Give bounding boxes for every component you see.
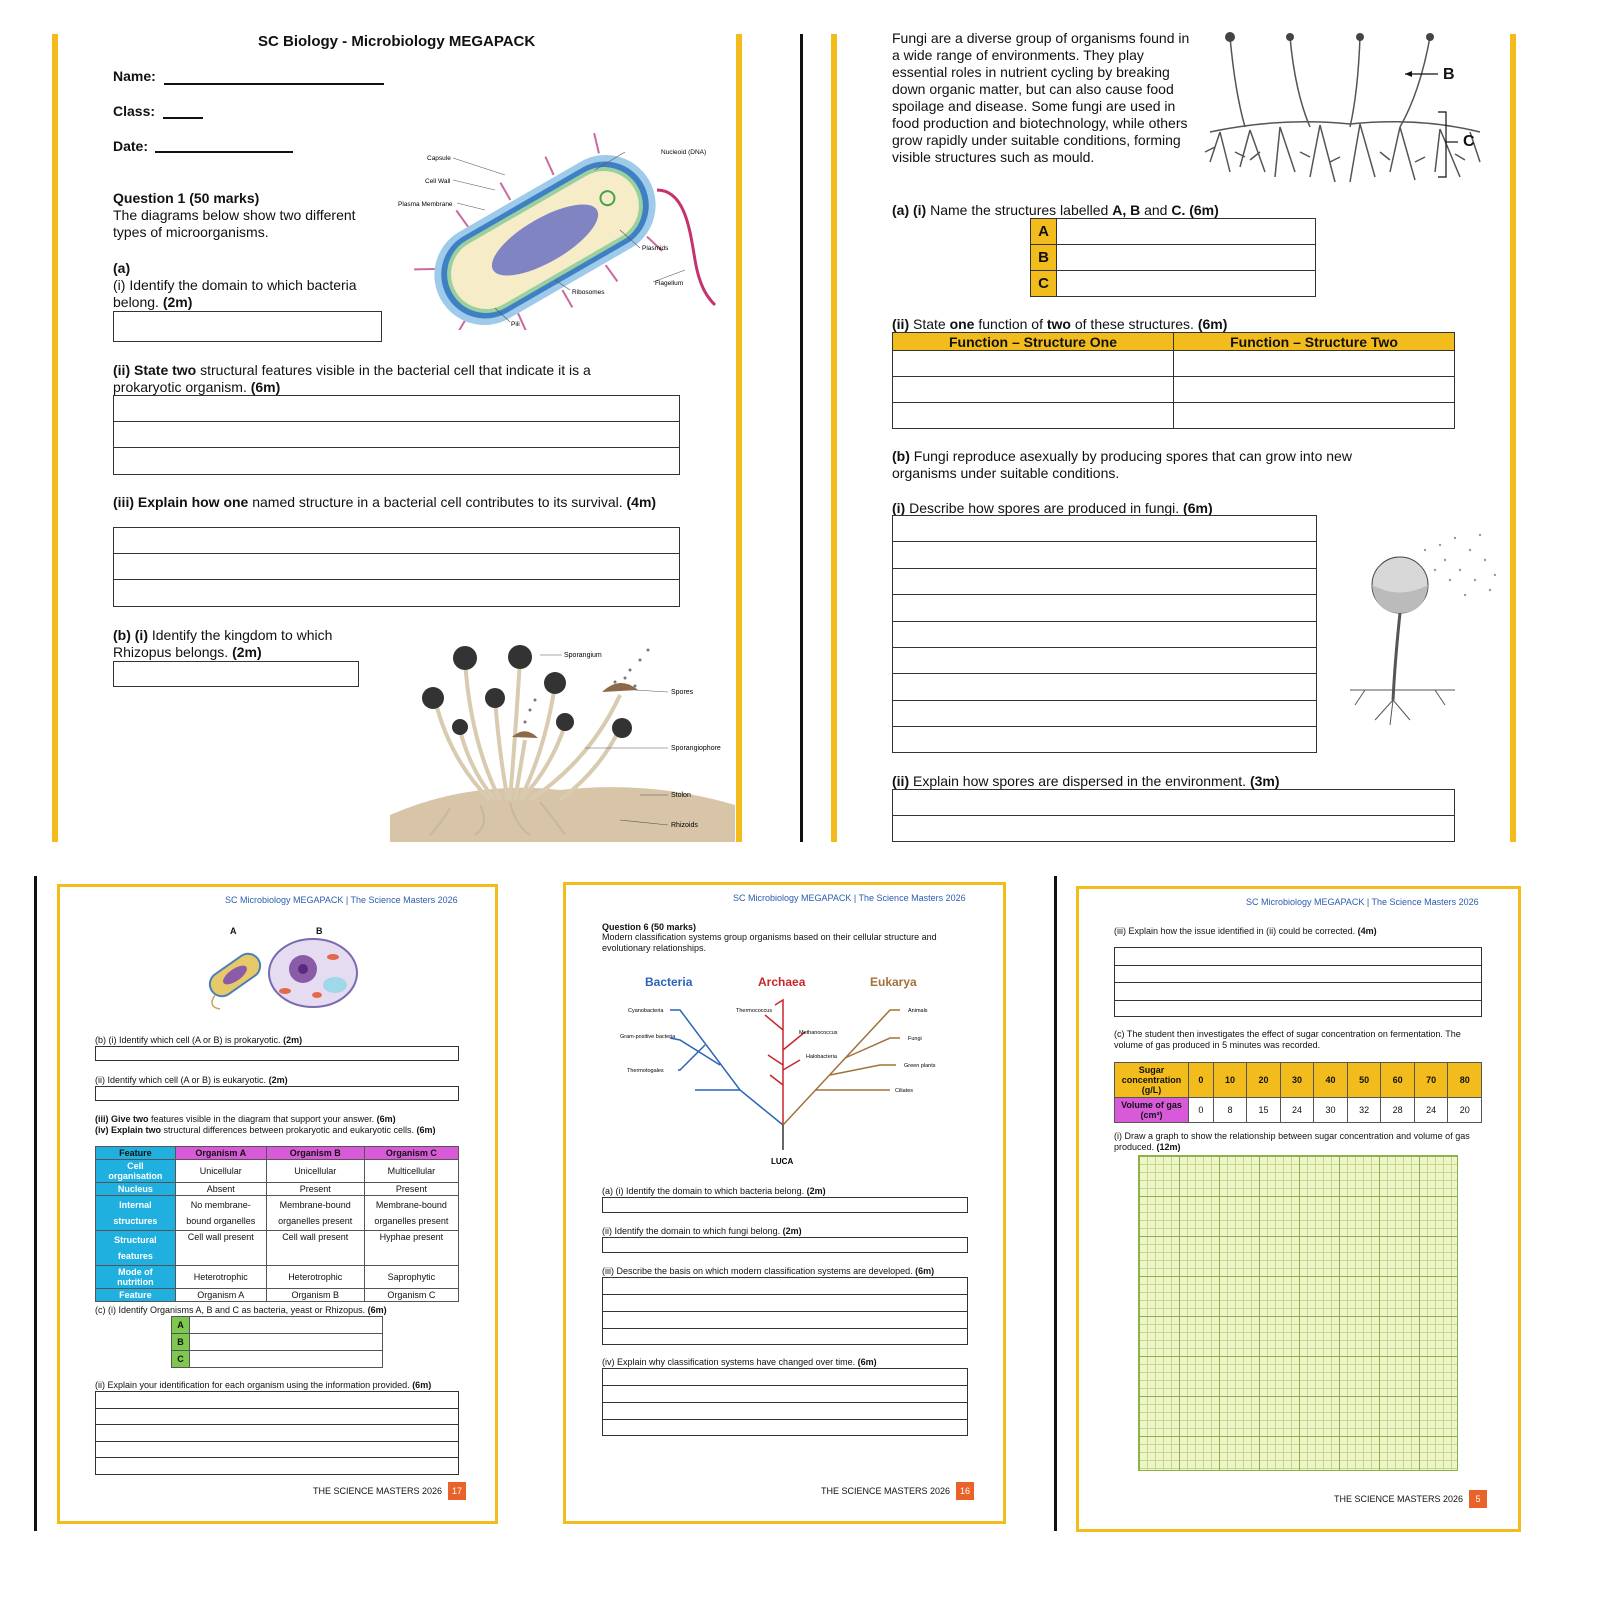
cell: Membrane-bound organelles present	[266, 1196, 364, 1231]
tree-label: Animals	[908, 1008, 928, 1014]
cell: Saprophytic	[364, 1266, 458, 1289]
q1a-i-answer[interactable]	[113, 311, 382, 342]
q-b-ii: (ii) Explain how spores are dispersed in the environment. (3m)	[892, 773, 1280, 789]
label-spores: Spores	[671, 689, 694, 696]
sugar-data-table	[1114, 1062, 1482, 1123]
th-feature: Feature	[96, 1147, 176, 1160]
q1a-i: (i) Identify the domain to which bacteria belong. (2m)	[113, 277, 357, 310]
luca-label: LUCA	[771, 1157, 794, 1166]
cell: Heterotrophic	[266, 1266, 364, 1289]
table-row	[96, 1266, 459, 1289]
domain-bacteria: Bacteria	[645, 975, 693, 989]
cell: Organism C	[364, 1289, 458, 1302]
page-divider	[1054, 876, 1057, 1531]
date-label: Date:	[113, 138, 149, 154]
cell: Hyphae present	[364, 1231, 458, 1266]
p16-a-iv: (iv) Explain why classification systems have changed over time. (6m)	[602, 1357, 877, 1367]
answer-cell[interactable]	[1174, 403, 1455, 429]
class-label: Class:	[113, 103, 156, 119]
answer-cell[interactable]	[1057, 219, 1316, 245]
name-label: Name:	[113, 68, 156, 84]
abc-letter: B	[172, 1334, 190, 1351]
answer-cell[interactable]	[190, 1334, 383, 1351]
tree-label: Cyanobacteria	[628, 1008, 664, 1014]
label-flagellum: Flagellum	[655, 280, 684, 287]
cells-diagram	[195, 935, 365, 1015]
label-capsule: Capsule	[427, 155, 451, 162]
abc-letter: B	[1031, 245, 1057, 271]
p16-a-iii-answer[interactable]	[602, 1277, 968, 1345]
table-row	[96, 1289, 459, 1302]
row-feature: Internal structures	[96, 1196, 176, 1231]
th-organism-b: Organism B	[266, 1147, 364, 1160]
tree-label: Methanococcus	[799, 1030, 838, 1036]
row-label: Sugar concentration (g/L)	[1115, 1063, 1189, 1098]
cell: Multicellular	[364, 1160, 458, 1183]
cell: Membrane-bound organelles present	[364, 1196, 458, 1231]
th-organism-a: Organism A	[175, 1147, 266, 1160]
answer-cell[interactable]	[893, 403, 1174, 429]
q1-title: Question 1 (50 marks)	[113, 190, 260, 206]
answer-cell[interactable]	[190, 1351, 383, 1368]
name-field[interactable]	[164, 83, 384, 85]
hyphae-diagram	[1200, 32, 1490, 192]
q-a-i: (a) (i) Name the structures labelled A, B and C. (6m)	[892, 202, 1219, 218]
label-pili: Pili	[511, 321, 520, 328]
bacterium-diagram	[395, 130, 725, 330]
p16-a-ii: (ii) Identify the domain to which fungi belong. (2m)	[602, 1226, 802, 1236]
cell-label-a: A	[230, 926, 237, 936]
answer-cell[interactable]	[190, 1317, 383, 1334]
date-field[interactable]	[155, 151, 293, 153]
row-feature: Cell organisation	[96, 1160, 176, 1183]
cell: Cell wall present	[175, 1231, 266, 1266]
table-row	[96, 1196, 459, 1231]
abc-row	[1031, 219, 1316, 245]
gas-value: 28	[1381, 1098, 1415, 1123]
table-row	[96, 1231, 459, 1266]
table-header-row	[96, 1147, 459, 1160]
abc-row	[1031, 271, 1316, 297]
p5-b-iii-answer[interactable]	[1114, 947, 1482, 1017]
sugar-value: 40	[1314, 1063, 1348, 1098]
cell: Present	[364, 1183, 458, 1196]
sugar-value: 80	[1448, 1063, 1482, 1098]
p16-a-i: (a) (i) Identify the domain to which bacteria belong. (2m)	[602, 1186, 826, 1196]
page-number: 16	[956, 1482, 974, 1500]
tree-label: Thermococcus	[736, 1008, 773, 1014]
sugar-value: 50	[1347, 1063, 1381, 1098]
tree-label: Ciliates	[895, 1088, 914, 1094]
page2-right-border	[1510, 34, 1516, 842]
hyphae-label-c: C	[1463, 133, 1475, 150]
page1-left-border	[52, 34, 58, 842]
cell: Organism A	[175, 1289, 266, 1302]
p5-c-i: (i) Draw a graph to show the relationship between sugar concentration and volume of gas produced. (12m)	[1114, 1131, 1470, 1152]
p16-a-iii: (iii) Describe the basis on which modern classification systems are developed. (6m)	[602, 1266, 935, 1276]
p17-b-i: (b) (i) Identify which cell (A or B) is prokaryotic. (2m)	[95, 1035, 303, 1045]
p5-b-iii: (iii) Explain how the issue identified in (ii) could be corrected. (4m)	[1114, 926, 1377, 936]
answer-cell[interactable]	[1057, 245, 1316, 271]
tree-label: Halobacteria	[806, 1054, 837, 1060]
p17-b-ii: (ii) Identify which cell (A or B) is eukaryotic. (2m)	[95, 1075, 288, 1085]
p17-b-ii-answer[interactable]	[95, 1086, 459, 1101]
graph-paper[interactable]	[1138, 1155, 1458, 1471]
page16-header: SC Microbiology MEGAPACK | The Science Masters 2026	[733, 893, 966, 903]
label-nucleoid: Nucleoid (DNA)	[661, 149, 707, 156]
row-feature: Nucleus	[96, 1183, 176, 1196]
label-ribosomes: Ribosomes	[572, 289, 605, 296]
cell-label-b: B	[316, 926, 323, 936]
tree-label: Green plants	[904, 1063, 936, 1069]
p16-a-ii-answer[interactable]	[602, 1237, 968, 1253]
abc-letter: A	[172, 1317, 190, 1334]
class-field[interactable]	[163, 117, 203, 119]
sugar-value: 0	[1189, 1063, 1214, 1098]
answer-cell[interactable]	[893, 377, 1174, 403]
th-organism-c: Organism C	[364, 1147, 458, 1160]
sugar-value: 60	[1381, 1063, 1415, 1098]
p16-a-iv-answer[interactable]	[602, 1368, 968, 1436]
page-title: SC Biology - Microbiology MEGAPACK	[258, 33, 536, 50]
page-number: 17	[448, 1482, 466, 1500]
q-a-ii: (ii) State one function of two of these structures. (6m)	[892, 316, 1228, 332]
q1a-iii-answer[interactable]	[113, 527, 680, 607]
domain-eukarya: Eukarya	[870, 975, 917, 989]
sugar-value: 10	[1213, 1063, 1247, 1098]
p17-abc-table	[171, 1316, 383, 1368]
p17-c-ii: (ii) Explain your identification for each organism using the information provided. (6m)	[95, 1380, 432, 1390]
row-feature: Feature	[96, 1289, 176, 1302]
page17-footer: THE SCIENCE MASTERS 2026 17	[313, 1482, 466, 1500]
label-stolon: Stolon	[671, 792, 691, 799]
q-b-intro: (b) Fungi reproduce asexually by producing spores that can grow into new organisms under suitable conditions.	[892, 448, 1352, 481]
organism-table	[95, 1146, 459, 1302]
answer-cell[interactable]	[1174, 377, 1455, 403]
page17-header: SC Microbiology MEGAPACK | The Science Masters 2026	[225, 895, 458, 905]
function-head-two: Function – Structure Two	[1174, 333, 1455, 351]
phylogenetic-tree	[600, 970, 970, 1170]
function-table	[892, 332, 1455, 429]
label-rhizoids: Rhizoids	[671, 822, 698, 829]
row-feature: Mode of nutrition	[96, 1266, 176, 1289]
abc-letter: C	[1031, 271, 1057, 297]
answer-cell[interactable]	[893, 351, 1174, 377]
gas-value: 15	[1247, 1098, 1281, 1123]
tree-label: Fungi	[908, 1036, 922, 1042]
table-row	[96, 1183, 459, 1196]
q1a-ii: (ii) State two structural features visible in the bacterial cell that indicate it is a prokaryotic organism. (6m)	[113, 362, 591, 395]
label-sporangium: Sporangium	[564, 652, 602, 659]
sugar-value: 70	[1414, 1063, 1448, 1098]
q6-title: Question 6 (50 marks)	[602, 922, 697, 932]
gas-value: 24	[1280, 1098, 1314, 1123]
q1b-i: (b) (i) Identify the kingdom to which Rhizopus belongs. (2m)	[113, 627, 333, 660]
q-b-ii-answer[interactable]	[892, 789, 1455, 842]
q-b-i: (i) Describe how spores are produced in fungi. (6m)	[892, 500, 1213, 516]
page-number: 5	[1469, 1490, 1487, 1508]
sugar-value: 20	[1247, 1063, 1281, 1098]
p17-b-iv: (iv) Explain two structural differences between prokaryotic and eukaryotic cells. (6m)	[95, 1125, 436, 1135]
sporangium-diagram	[1345, 520, 1505, 730]
label-sporangiophore: Sporangiophore	[671, 745, 721, 752]
label-plasmids: Plasmids	[642, 245, 669, 252]
tree-label: Gram-positive bacteria	[620, 1034, 676, 1040]
abc-letter: A	[1031, 219, 1057, 245]
function-head-one: Function – Structure One	[893, 333, 1174, 351]
abc-row	[1031, 245, 1316, 271]
tree-label: Thermotogales	[627, 1068, 664, 1074]
label-cell-wall: Cell Wall	[425, 178, 451, 185]
gas-value: 8	[1213, 1098, 1247, 1123]
fungi-intro: Fungi are a diverse group of organisms found in a wide range of environments. They play essential roles in nutrient cycling by breaking down organic matter, but can also cause food spoilage and disease. Some fungi are used in food production and biotechnology, while others grow rapidly under suitable conditions, forming visible structures such as mould.	[892, 30, 1190, 165]
cell: Unicellular	[266, 1160, 364, 1183]
q1a-iii: (iii) Explain how one named structure in a bacterial cell contributes to its survival. (4m)	[113, 494, 657, 510]
gas-value: 20	[1448, 1098, 1482, 1123]
cell: Cell wall present	[266, 1231, 364, 1266]
gas-row	[1115, 1098, 1482, 1123]
gas-value: 30	[1314, 1098, 1348, 1123]
p17-c-ii-answer[interactable]	[95, 1391, 459, 1475]
abc-letter: C	[172, 1351, 190, 1368]
gas-value: 0	[1189, 1098, 1214, 1123]
sugar-row	[1115, 1063, 1482, 1098]
page16-footer: THE SCIENCE MASTERS 2026 16	[821, 1482, 974, 1500]
row-label: Volume of gas (cm³)	[1115, 1098, 1189, 1123]
cell: Absent	[175, 1183, 266, 1196]
rhizopus-diagram	[390, 630, 735, 842]
page5-header: SC Microbiology MEGAPACK | The Science Masters 2026	[1246, 897, 1479, 907]
sugar-value: 30	[1280, 1063, 1314, 1098]
p17-b-i-answer[interactable]	[95, 1046, 459, 1061]
q1-intro: The diagrams below show two different types of microorganisms.	[113, 207, 356, 240]
gas-value: 24	[1414, 1098, 1448, 1123]
page5-footer: THE SCIENCE MASTERS 2026 5	[1334, 1490, 1487, 1508]
cell: No membrane-bound organelles	[175, 1196, 266, 1231]
answer-cell[interactable]	[1174, 351, 1455, 377]
q6-intro: Modern classification systems group organisms based on their cellular structure and evolutionary relationships.	[602, 932, 937, 953]
label-plasma-membrane: Plasma Membrane	[398, 201, 453, 208]
page2-left-border	[831, 34, 837, 842]
page-divider	[34, 876, 37, 1531]
domain-archaea: Archaea	[758, 975, 806, 989]
abc-answer-table	[1030, 218, 1316, 297]
table-row	[96, 1160, 459, 1183]
page1-right-border	[736, 34, 742, 842]
q1b-i-answer[interactable]	[113, 661, 359, 687]
p16-a-i-answer[interactable]	[602, 1197, 968, 1213]
cell: Present	[266, 1183, 364, 1196]
row-feature: Structural features	[96, 1231, 176, 1266]
cell: Unicellular	[175, 1160, 266, 1183]
cell: Heterotrophic	[175, 1266, 266, 1289]
p17-c-i: (c) (i) Identify Organisms A, B and C as bacteria, yeast or Rhizopus. (6m)	[95, 1305, 387, 1315]
hyphae-label-b: B	[1443, 66, 1455, 83]
gas-value: 32	[1347, 1098, 1381, 1123]
cell: Organism B	[266, 1289, 364, 1302]
q-b-i-answer[interactable]	[892, 515, 1317, 753]
q1a-label: (a)	[113, 260, 131, 276]
answer-cell[interactable]	[1057, 271, 1316, 297]
q1a-ii-answer[interactable]	[113, 395, 680, 475]
p17-b-iii: (iii) Give two features visible in the diagram that support your answer. (6m)	[95, 1114, 396, 1124]
p5-c-text: (c) The student then investigates the effect of sugar concentration on fermentation. The volume of gas produced in 5 minutes was recorded.	[1114, 1029, 1461, 1050]
page-divider	[800, 34, 803, 842]
